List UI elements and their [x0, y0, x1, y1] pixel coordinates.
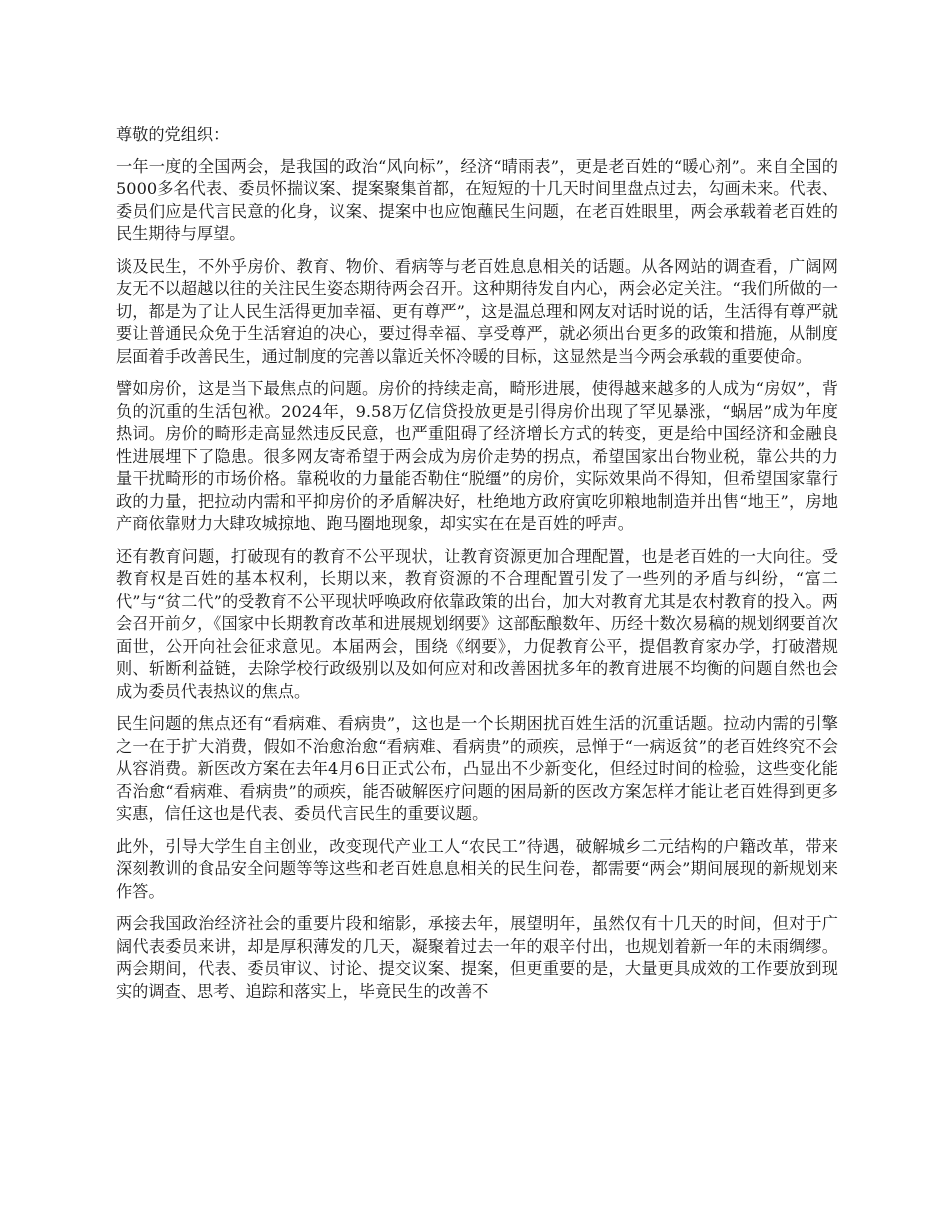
- paragraph-healthcare: 民生问题的焦点还有“看病难、看病贵”，这也是一个长期困扰百姓生活的沉重话题。拉动内需的引擎之一在于扩大消费，假如不治愈治愈“看病难、看病贵”的顽疾，忌惮于“一病返贫”的老百姓终究不会从容消费。新医改方案在去年4月6日正式公布，凸显出不少新变化，但经过时间的检验，这些变化能否治愈“看病难、看病贵”的顽疾，能否破解医疗问题的困局新的医改方案怎样才能让老百姓得到更多实惠，信任这也是代表、委员代言民生的重要议题。: [116, 714, 838, 823]
- paragraph-livelihood: 谈及民生，不外乎房价、教育、物价、看病等与老百姓息息相关的话题。从各网站的调查看，广阔网友无不以超越以往的关注民生姿态期待两会召开。这种期待发自内心，两会必定关注。“我们所做的一切，都是为了让人民生活得更加幸福、更有尊严”，这是温总理和网友对话时说的话，生活得有尊严就要让普通民众免于生活窘迫的决心，要过得幸福、享受尊严，就必须出台更多的政策和措施，从制度层面着手改善民生，通过制度的完善以靠近关怀冷暖的目标，这显然是当今两会承载的重要使命。: [116, 256, 838, 366]
- paragraph-education: 还有教育问题，打破现有的教育不公平现状，让教育资源更加合理配置，也是老百姓的一大向往。受教育权是百姓的基本权利，长期以来，教育资源的不合理配置引发了一些列的矛盾与纠纷，“富二代”与“贫二代”的受教育不公平现状呼唤政府依靠政策的出台，加大对教育尤其是农村教育的投入。两会召开前夕，《国家中长期教育改革和进展规划纲要》这部酝酿数年、历经十数次易稿的规划纲要首次面世，公开向社会征求意见。本届两会，围绕《纲要》，力促教育公平，提倡教育家办学，打破潜规则、斩断利益链，去除学校行政级别以及如何应对和改善困扰多年的教育进展不均衡的问题自然也会成为委员代表热议的焦点。: [116, 546, 838, 701]
- document-body: [116, 124, 838, 1013]
- salutation: 尊敬的党组织：: [116, 125, 230, 144]
- paragraph-housing: 譬如房价，这是当下最焦点的问题。房价的持续走高，畸形进展，使得越来越多的人成为“房奴”，背负的沉重的生活包袱。2024年，9.58万亿信贷投放更是引得房价出现了罕见暴涨，“蜗居”成为年度热词。房价的畸形走高显然违反民意，也严重阻碍了经济增长方式的转变，更是给中国经济和金融良性进展埋下了隐患。很多网友寄希望于两会成为房价走势的拐点，希望国家出台物业税，靠公共的力量干扰畸形的市场价格。靠税收的力量能否勒住“脱缰”的房价，实际效果尚不得知，但希望国家靠行政的力量，把拉动内需和平抑房价的矛盾解决好，杜绝地方政府寅吃卯粮地制造并出售“地王”，房地产商依靠财力大肆攻城掠地、跑马圈地现象，却实实在在是百姓的呼声。: [116, 379, 838, 533]
- paragraph-other-issues: 此外，引导大学生自主创业，改变现代产业工人“农民工”待遇，破解城乡二元结构的户籍改革，带来深刻教训的食品安全问题等等这些和老百姓息息相关的民生问卷，都需要“两会”期间展现的新规划来作答。: [116, 836, 838, 901]
- paragraph-conclusion: 两会我国政治经济社会的重要片段和缩影，承接去年，展望明年，虽然仅有十几天的时间，但对于广阔代表委员来讲，却是厚积薄发的几天，凝聚着过去一年的艰辛付出，也规划着新一年的未雨绸缪。两会期间，代表、委员审议、讨论、提交议案、提案，但更重要的是，大量更具成效的工作要放到现实的调查、思考、追踪和落实上，毕竟民生的改善不: [116, 914, 838, 1001]
- paragraph-intro: 一年一度的全国两会，是我国的政治“风向标”，经济“晴雨表”，更是老百姓的“暖心剂”。来自全国的5000多名代表、委员怀揣议案、提案聚集首都，在短短的十几天时间里盘点过去，勾画未来。代表、委员们应是代言民意的化身，议案、提案中也应饱蘸民生问题，在老百姓眼里，两会承载着老百姓的民生期待与厚望。: [116, 156, 838, 243]
